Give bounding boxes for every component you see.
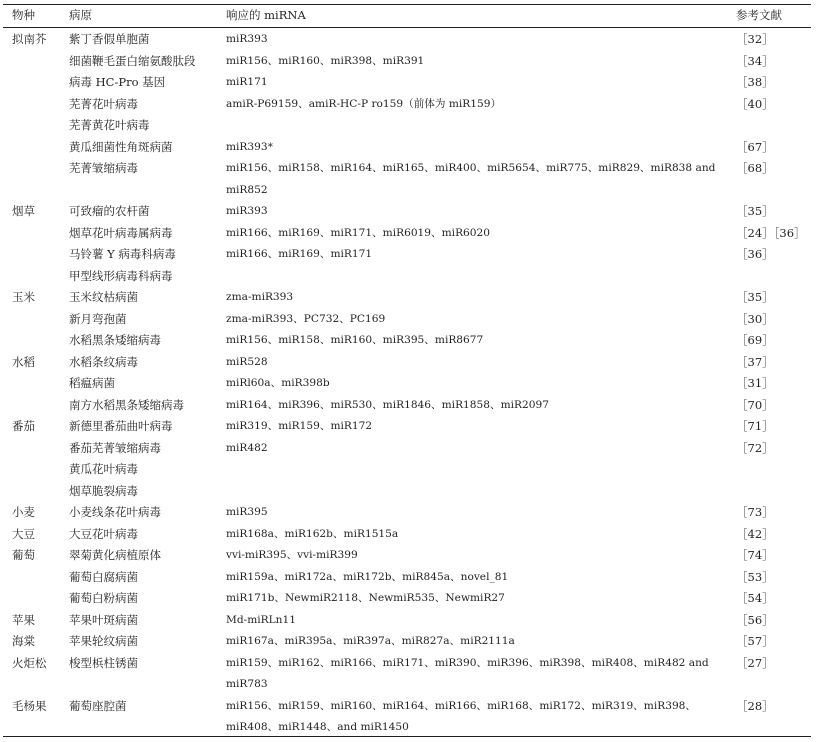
reference-cell: ［24］［36］ xyxy=(736,225,806,240)
mirna-cell: miR166、miR169、miR171、miR6019、miR6020 xyxy=(226,226,491,239)
mirna-cell: miR159、miR162、miR166、miR171、miR390、miR396、miR398、miR408、miR482 and xyxy=(226,656,709,669)
reference-cell: ［35］ xyxy=(736,204,774,218)
mirna-cell: miR393 xyxy=(226,33,268,45)
reference-cell: ［67］ xyxy=(736,139,774,154)
pathogen-cell: 大豆花叶病毒 xyxy=(69,526,138,541)
mirna-cell: miR156、miR158、miR160、miR395、miR8677 xyxy=(226,334,484,346)
mirna-cell: miR395 xyxy=(226,506,268,518)
reference-cell: ［34］ xyxy=(736,53,774,68)
reference-cell: ［35］ xyxy=(736,290,774,304)
pathogen-cell: 黄瓜花叶病毒 xyxy=(69,462,138,476)
pathogen-cell: 病毒 HC-Pro 基因 xyxy=(69,75,166,89)
pathogen-cell: 芜菁皱缩病毒 xyxy=(69,161,138,175)
header-mirna: 响应的 miRNA xyxy=(226,8,306,22)
mirna-cell: zma-miR393 xyxy=(226,291,294,303)
species-cell: 火炬松 xyxy=(12,655,47,670)
pathogen-cell: 细菌鞭毛蛋白缩氨酸肽段 xyxy=(69,53,196,68)
mirna-cell: miR159a、miR172a、miR172b、miR845a、novel_81 xyxy=(226,570,509,583)
mirna-cell: miR164、miR396、miR530、miR1846、miR1858、miR2097 xyxy=(226,398,549,411)
pathogen-cell: 马铃薯 Y 病毒科病毒 xyxy=(69,247,176,261)
mirna-cell: miR852 xyxy=(226,183,268,196)
species-cell: 大豆 xyxy=(12,526,35,541)
table-top-rule xyxy=(3,4,811,5)
mirna-cell: miR156、miR158、miR164、miR165、miR400、miR5654、miR775、miR829、miR838 and xyxy=(226,162,716,174)
header-ref: 参考文献 xyxy=(736,8,782,22)
reference-cell: ［27］ xyxy=(736,655,774,670)
pathogen-cell: 稻瘟病菌 xyxy=(69,376,115,390)
pathogen-cell: 苹果轮纹病菌 xyxy=(69,634,138,648)
reference-cell: ［57］ xyxy=(736,634,774,648)
reference-cell: ［68］ xyxy=(736,161,774,175)
species-cell: 玉米 xyxy=(12,290,35,304)
pathogen-cell: 梭型梹柱锈菌 xyxy=(69,655,138,670)
pathogen-cell: 可致瘤的农杆菌 xyxy=(69,204,150,218)
pathogen-cell: 紫丁香假单胞菌 xyxy=(69,32,150,46)
pathogen-cell: 芜菁黄花叶病毒 xyxy=(69,118,150,132)
species-cell: 葡萄 xyxy=(12,548,35,562)
reference-cell: ［31］ xyxy=(736,376,774,390)
species-cell: 小麦 xyxy=(12,505,35,519)
reference-cell: ［42］ xyxy=(736,526,774,541)
pathogen-cell: 烟草脆裂病毒 xyxy=(69,483,138,498)
reference-cell: ［28］ xyxy=(736,698,774,713)
species-cell: 番茄 xyxy=(12,419,35,433)
species-cell: 苹果 xyxy=(12,612,35,627)
species-cell: 水稻 xyxy=(12,354,35,369)
mirna-cell: Md-miRLn11 xyxy=(226,613,296,626)
pathogen-cell: 苹果叶斑病菌 xyxy=(69,612,138,627)
mirna-cell: vvi-miR395、vvi-miR399 xyxy=(226,549,358,561)
pathogen-cell: 葡萄白粉病菌 xyxy=(69,591,138,605)
reference-cell: ［38］ xyxy=(736,75,774,89)
pathogen-cell: 翠菊黄化病植原体 xyxy=(69,548,161,562)
pathogen-cell: 南方水稻黑条矮缩病毒 xyxy=(69,397,184,412)
reference-cell: ［73］ xyxy=(736,505,774,519)
species-cell: 海棠 xyxy=(12,634,35,648)
pathogen-cell: 新月弯孢菌 xyxy=(69,311,127,326)
pathogen-cell: 甲型线形病毒科病毒 xyxy=(69,268,173,283)
mirna-cell: miRl60a、miR398b xyxy=(226,377,330,389)
species-cell: 毛杨果 xyxy=(12,698,47,713)
pathogen-cell: 黄瓜细菌性角斑病菌 xyxy=(69,139,173,154)
pathogen-cell: 葡萄座腔菌 xyxy=(69,698,127,713)
pathogen-cell: 新德里番茄曲叶病毒 xyxy=(69,419,173,433)
reference-cell: ［71］ xyxy=(736,419,774,433)
reference-cell: ［74］ xyxy=(736,548,774,562)
reference-cell: ［36］ xyxy=(736,247,774,261)
pathogen-cell: 水稻条纹病毒 xyxy=(69,354,138,369)
reference-cell: ［37］ xyxy=(736,354,774,369)
header-pathogen: 病原 xyxy=(69,8,92,22)
mirna-cell: miR171b、NewmiR2118、NewmiR535、NewmiR27 xyxy=(226,592,505,604)
mirna-cell: miR156、miR160、miR398、miR391 xyxy=(226,54,425,67)
pathogen-cell: 番茄芜菁皱缩病毒 xyxy=(69,440,161,455)
pathogen-cell: 烟草花叶病毒属病毒 xyxy=(69,225,173,240)
mirna-cell: miR408、miR1448、and miR1450 xyxy=(226,721,409,733)
mirna-cell: miR168a、miR162b、miR1515a xyxy=(226,527,399,540)
pathogen-cell: 葡萄白腐病菌 xyxy=(69,569,138,584)
table-header-rule xyxy=(3,27,811,28)
pathogen-cell: 芜菁花叶病毒 xyxy=(69,96,138,111)
mirna-cell: zma-miR393、PC732、PC169 xyxy=(226,312,386,325)
header-species: 物种 xyxy=(12,8,35,22)
reference-cell: ［72］ xyxy=(736,440,774,455)
mirna-cell: miR156、miR159、miR160、miR164、miR166、miR168、miR172、miR319、miR398、 xyxy=(226,699,697,712)
table-bottom-rule xyxy=(3,736,811,737)
mirna-cell: miR171 xyxy=(226,76,268,88)
mirna-cell: miR783 xyxy=(226,678,268,690)
mirna-cell: miR166、miR169、miR171 xyxy=(226,248,373,260)
reference-cell: ［54］ xyxy=(736,591,774,605)
reference-cell: ［56］ xyxy=(736,612,774,627)
reference-cell: ［32］ xyxy=(736,32,774,46)
mirna-cell: miR319、miR159、miR172 xyxy=(226,420,373,432)
pathogen-cell: 玉米纹枯病菌 xyxy=(69,290,138,304)
reference-cell: ［69］ xyxy=(736,333,774,347)
pathogen-cell: 水稻黑条矮缩病毒 xyxy=(69,333,161,347)
species-cell: 烟草 xyxy=(12,204,35,218)
pathogen-cell: 小麦线条花叶病毒 xyxy=(69,505,161,519)
reference-cell: ［70］ xyxy=(736,397,774,412)
reference-cell: ［53］ xyxy=(736,569,774,584)
mirna-cell: miR393 xyxy=(226,205,268,217)
species-cell: 拟南芥 xyxy=(12,32,47,46)
mirna-cell: miR393* xyxy=(226,140,273,153)
mirna-cell: amiR-P69159、amiR-HC-P ro159（前体为 miR159） xyxy=(226,97,502,110)
mirna-cell: miR482 xyxy=(226,441,268,454)
reference-cell: ［30］ xyxy=(736,311,774,326)
reference-cell: ［40］ xyxy=(736,96,774,111)
mirna-cell: miR528 xyxy=(226,355,268,368)
mirna-cell: miR167a、miR395a、miR397a、miR827a、miR2111a xyxy=(226,635,515,647)
